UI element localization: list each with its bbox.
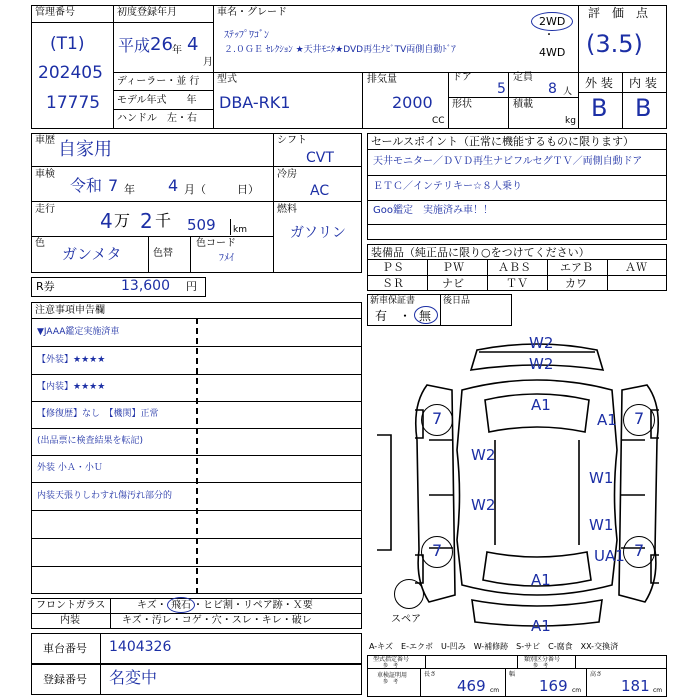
doors-label: ドア [452, 72, 472, 83]
doors: 5 [497, 81, 506, 97]
tire-front-right-value: 7 [634, 541, 645, 560]
equip-abs: ＡＢＳ [498, 261, 531, 274]
recycle-unit: 円 [186, 280, 197, 293]
drive-separator: ・ [544, 30, 554, 41]
tire-rear-right-value: 7 [634, 409, 645, 428]
capacity-unit: 人 [563, 87, 573, 97]
first-registration-month: 4 [187, 34, 199, 55]
dealer-label: ディーラー・並 行 [117, 76, 200, 87]
front-glass-pre: キズ・ [137, 600, 167, 611]
mark-right-front-fender: UA1 [594, 547, 625, 565]
width-label: 幅 [509, 671, 516, 678]
model-code: DBA-RK1 [219, 93, 291, 112]
first-registration-year-unit: 年 [172, 45, 182, 56]
color-code-label: 色コード [196, 238, 236, 249]
front-glass-circled: 飛石 [171, 600, 191, 611]
model-year-label: モデル年式 年 [117, 95, 197, 106]
model-code-label: 型式 [217, 74, 237, 85]
equip-navi: ナビ [442, 277, 464, 290]
mark-right-front-door: W1 [589, 516, 614, 534]
note-line-6: 外装 小Ａ・小Ｕ [37, 463, 103, 473]
equipment-label: 装備品（純正品に限り○をつけてください） [371, 246, 590, 259]
first-registration-era: 平成 [118, 36, 151, 55]
note-line-5: (出品票に検査結果を転記) [37, 436, 144, 446]
warranty-label: 新車保証書 [370, 296, 416, 306]
inspection-label: 車検 [35, 169, 55, 180]
warranty-no: 無 [419, 309, 432, 323]
category-label: 類別区分番号 [524, 656, 561, 663]
mark-left-front-door: W2 [471, 496, 496, 514]
fuel: ガソリン [290, 225, 346, 241]
height: 181 [621, 677, 650, 695]
notes-label: 注意事項申告欄 [35, 305, 105, 316]
shift-label: シフト [277, 135, 307, 146]
equip-ps: ＰＳ [382, 261, 404, 274]
note-line-7: 内装天張りしわすれ傷汚れ部分的 [37, 491, 173, 501]
mileage-label: 走行 [35, 204, 55, 215]
km-unit: km [233, 225, 247, 235]
inspection-year-unit: 年 [124, 183, 135, 196]
mark-hood: A1 [531, 571, 551, 589]
vehicle-history: 自家用 [58, 139, 112, 160]
cert-ref: 参 考 [383, 679, 399, 685]
recycle-fee-section [31, 277, 206, 297]
handle-label: ハンドル 左・右 [117, 113, 197, 124]
mark-rear-bumper-1: W2 [529, 334, 554, 352]
note-line-2: 【外装】★★★★ [37, 355, 106, 365]
spare-label: スペア [391, 614, 421, 625]
ac-label: 冷房 [277, 169, 297, 180]
plate-number: 名変中 [109, 668, 158, 687]
warranty-yes: 有 ・ [375, 309, 412, 323]
inspection-year: 7 [108, 176, 119, 195]
mgmt-number-label: 管理番号 [35, 7, 75, 18]
mark-front-bumper: A1 [531, 617, 551, 635]
color-code: ﾌﾒｲ [219, 253, 234, 264]
plate-label: 登録番号 [43, 673, 87, 686]
equip-airbag: エアＢ [560, 261, 593, 274]
sales-point-line-2: ＥＴＣ／インテリキー☆８人乗り [373, 181, 522, 192]
equip-sr: ＳＲ [382, 277, 404, 290]
vin: 1404326 [109, 639, 172, 655]
load-capacity-label: 積載 [513, 99, 533, 110]
cert-label: 車検証明用 [377, 672, 408, 679]
inspection-era: 令和 [70, 176, 103, 195]
color-label: 色 [35, 238, 45, 249]
tire-rear-left-value: 7 [432, 409, 443, 428]
mark-rear-bumper-2: W2 [529, 355, 554, 373]
car-name: ｽﾃｯﾌﾟﾜｺﾞﾝ [224, 30, 269, 41]
inspection-month: 4 [168, 176, 179, 195]
drive-2wd: 2WD [539, 15, 566, 28]
car-grade: ２.０ＧＥ ｾﾚｸｼｮﾝ ★天井ﾓﾆﾀ★DVD再生ﾅﾋﾞTV両側自動ﾄﾞｱ [224, 45, 456, 55]
mgmt-number-2: 17775 [46, 93, 101, 113]
height-unit: cm [653, 687, 663, 694]
mark-left-rear-door: W2 [471, 446, 496, 464]
mark-rear-roof: A1 [531, 396, 551, 414]
mgmt-number-1: 202405 [38, 63, 103, 83]
recycle-label: R券 [36, 280, 55, 293]
mileage-man: 4 [100, 209, 113, 233]
first-registration-month-unit: 月 [203, 57, 213, 68]
ac: AC [310, 183, 330, 199]
drive-4wd: 4WD [539, 46, 566, 59]
type-designation-ref: 参 考 [383, 663, 399, 669]
front-glass-post: ・ヒビ割・リペア跡・Ｘ要 [193, 600, 313, 611]
length-label: 長さ [424, 671, 437, 678]
interior-grade-label: 内 装 [629, 76, 657, 90]
length-unit: cm [490, 687, 500, 694]
first-registration-year: 26 [150, 34, 173, 55]
interior-condition: キズ・汚レ・コゲ・穴・スレ・キレ・破レ [122, 615, 312, 626]
fuel-label: 燃料 [277, 204, 297, 215]
sales-point-line-1: 天井モニター／ＤＶＤ再生ナビフルセグＴＶ／両側自動ドア [373, 156, 643, 167]
capacity-label: 定員 [513, 72, 533, 83]
exterior-grade-label: 外 装 [585, 76, 613, 90]
shift: CVT [306, 150, 334, 166]
kg-unit: kg [565, 116, 576, 126]
evaluation-score: (3.5) [586, 30, 643, 58]
note-line-1: ▼JAAA鑑定実施済車 [37, 327, 120, 337]
vin-label: 車台番号 [43, 642, 87, 655]
mark-right-rear-panel: A1 [597, 411, 617, 429]
capacity: 8 [548, 81, 557, 97]
history-label: 車歴 [35, 135, 55, 146]
first-registration-label: 初度登録年月 [117, 7, 177, 18]
note-line-4: 【修復歴】なし 【機関】正常 [37, 409, 159, 419]
interior-label: 内装 [60, 615, 80, 626]
equip-leather: カワ [565, 277, 587, 290]
front-glass-label: フロントガラス [36, 600, 106, 611]
equip-tv: ＴＶ [506, 277, 528, 290]
width: 169 [539, 677, 568, 695]
type-designation-label: 型式指定番号 [373, 656, 410, 663]
shape-label: 形状 [452, 99, 472, 110]
mileage-man-unit: 万 [114, 211, 131, 230]
tire-front-left-value: 7 [432, 541, 443, 560]
cc-unit: CC [432, 116, 445, 126]
score-label: 評 価 点 [588, 6, 649, 20]
displacement: 2000 [392, 93, 433, 112]
car-name-grade-label: 車名・グレード [217, 7, 287, 18]
note-line-3: 【内装】★★★★ [37, 382, 106, 392]
mark-right-rear-door: W1 [589, 469, 614, 487]
auction-code: (T1) [50, 34, 85, 54]
sales-point-line-3: Goo鑑定 実施済み車！！ [373, 205, 493, 216]
category-ref: 参 考 [533, 663, 549, 669]
mileage-sen-unit: 千 [155, 211, 172, 230]
mileage-sen: 2 [140, 209, 153, 233]
later-items-label: 後日品 [443, 296, 471, 306]
sales-points-label: セールスポイント（正常に機能するものに限ります） [371, 135, 635, 148]
equip-aw: ＡＷ [625, 261, 647, 274]
width-unit: cm [572, 687, 582, 694]
length: 469 [457, 677, 486, 695]
equip-pw: ＰＷ [442, 261, 464, 274]
exterior-grade: B [591, 94, 608, 122]
interior-grade: B [635, 94, 652, 122]
color: ガンメタ [62, 245, 122, 263]
inspection-month-unit: 月（ [184, 183, 206, 196]
color-change-label: 色替 [153, 248, 173, 259]
damage-legend: A-キズ E-エクボ U-凹み W-補修跡 S-サビ C-腐食 XX-交換済 [369, 642, 619, 651]
recycle-amount: 13,600 [121, 278, 170, 294]
inspection-day-unit: 日） [237, 183, 259, 196]
spare-tire-circle [394, 579, 424, 609]
height-label: 高さ [590, 671, 603, 678]
displacement-label: 排気量 [367, 74, 397, 85]
mileage-rest: 509 [187, 216, 216, 234]
